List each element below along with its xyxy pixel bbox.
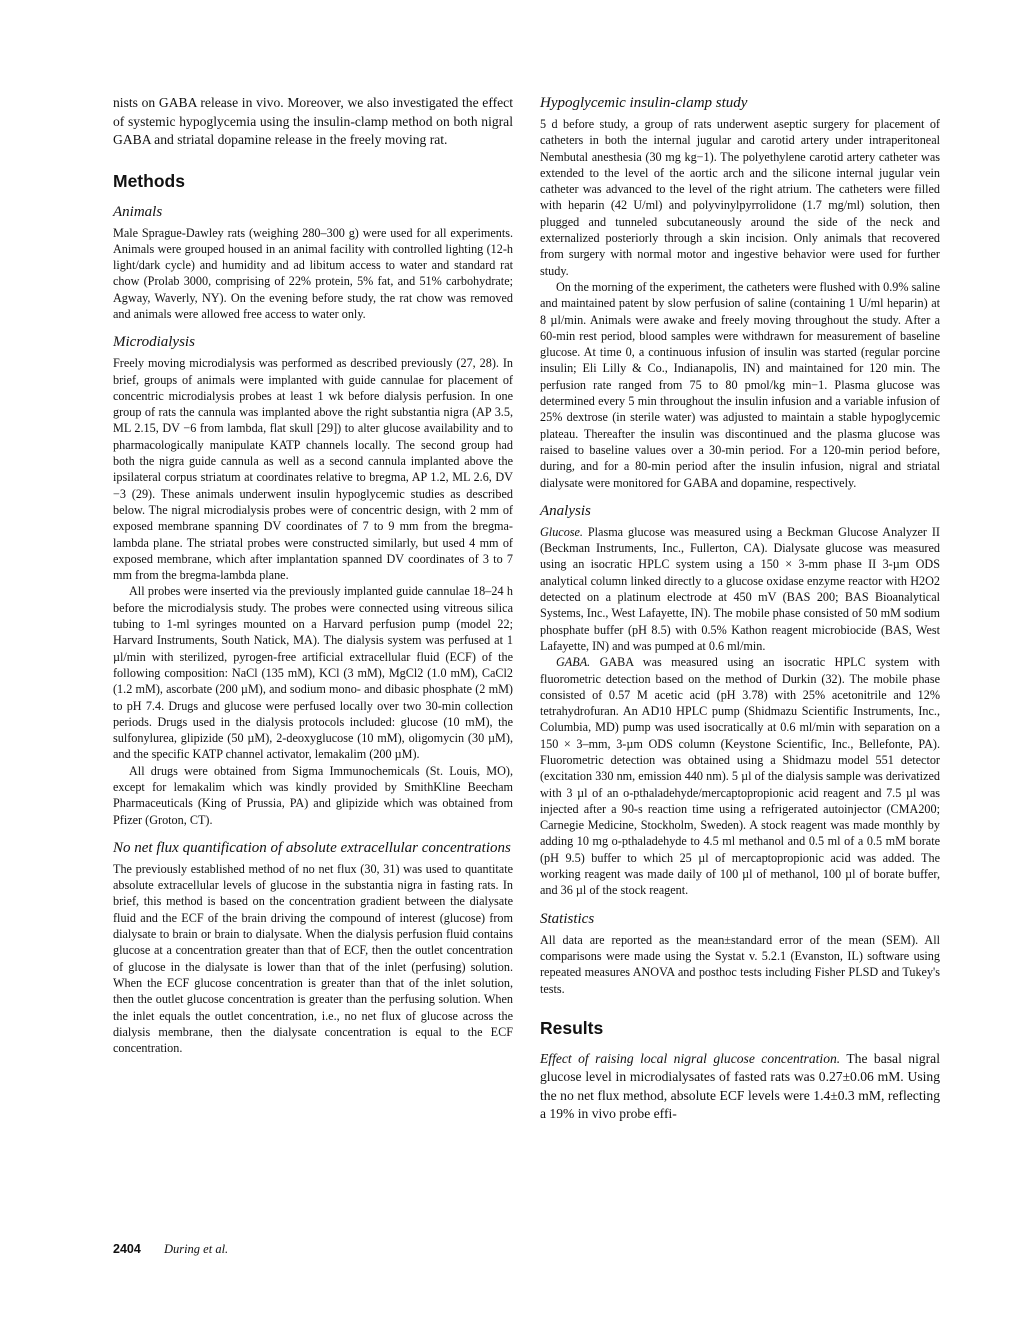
results-heading: Results — [540, 1017, 604, 1038]
microdialysis-paragraph-2: All probes were inserted via the previously implanted guide cannulae 18–24 h before the microdialysis study. The probes were connected using vitreous silica tubing to 1-ml syringes mounted on a Harvard perfusion pump (model 22; Harvard Instruments, South Natick, MA). The dialysis system was perfused at 1 µl/min with sterilized, pyrogen-free artificial extracellular fluid (ECF) of the following composition: NaCl (135 mM), KCl (3 mM), MgCl2 (1.0 mM), CaCl2 (1.2 mM), ascorbate (200 µM), and sodium mono- and dibasic phosphate (2 mM) to pH 7.4. Drugs and glucose were perfused locally over two 30-min collection periods. Drugs used in the dialysis protocols included: glucose (10 mM), the sulfonylurea, glipizide (50 µM), 2-deoxyglucose (10 mM), oligomycin (30 µM), and the specific KATP channel activator, lemakalim (200 µM). — [113, 584, 513, 762]
glucose-lead: Glucose. — [540, 524, 583, 539]
statistics-heading: Statistics — [540, 910, 595, 927]
left-column — [113, 94, 513, 1056]
microdialysis-paragraph-1: Freely moving microdialysis was performed as described previously (27, 28). In brief, groups of animals were implanted with guide cannulae for placement of concentric microdialysis probes at least 1 wk before dialysis perfusion. In one group of rats the cannula was implanted above the right substantia nigra (AP 3.5, ML 2.15, DV −6 from lambda, flat skull [29]) to alter glucose availability and to pharmacologically manipulate KATP channels locally. The second group had both the nigra guide cannula as well as a second cannula implanted above the ipsilateral corpus striatum at coordinates relative to bregma, AP 1.2, ML 2.6, DV −3 (29). These animals underwent insulin hypoglycemic studies as described below. The nigral microdialysis probes were of concentric design, with 2 mm of exposed membrane spanning DV coordinates of 7 to 9 mm from the bregma-lambda plane. The striatal probes were constructed similarly, but used 4 mm of exposed membrane, which after implantation spanned DV coordinates of 3 to 7 mm from the bregma-lambda plane. — [113, 356, 513, 583]
hypoglycemic-heading: Hypoglycemic insulin-clamp study — [540, 95, 748, 111]
hypoglycemic-paragraph-2: On the morning of the experiment, the catheters were flushed with 0.9% saline and maintained patent by slow perfusion of saline (containing 1 U/ml heparin) at 8 µl/min. Animals were awake and freely moving throughout the study. After a 60-min rest period, blood samples were withdrawn for measurement of baseline glucose. At time 0, a continuous infusion of insulin was started (regular porcine insulin; Eli Lilly & Co., Indianapolis, IN) and maintained for 120 min. The perfusion rate ranged from 75 to 80 pmol/kg min−1. Plasma glucose was determined every 5 min throughout the insulin infusion and a variable infusion of 25% dextrose (in sterile water) was adjusted to maintain a stable hypoglycemic plateau. Thereafter the insulin was discontinued and the plasma glucose was raised to baseline values over a 30-min period. For a 120-min period before, during, and for a 80-min period after the insulin infusion, nigral and striatal dialysate were monitored for GABA and dopamine, respectively. — [540, 279, 940, 490]
results-text: The basal nigral glucose level in microdialysates of fasted rats was 0.27±0.06 mM. Using the no net flux method, absolute ECF levels were 1.4±0.3 mM, reflecting a 19% in vivo probe effi- — [540, 1050, 940, 1122]
intro-paragraph: nists on GABA release in vivo. Moreover, we also investigated the effect of systemic hypoglycemia using the insulin-clamp method on both nigral GABA and striatal dopamine release in the freely moving rat. — [113, 95, 513, 147]
no-net-flux-paragraph: The previously established method of no net flux (30, 31) was used to quantitate absolute extracellular levels of glucose in the substantia nigra in fasting rats. In brief, this method is based on the concentration gradient between the dialysate fluid and the ECF of the brain driving the compound of interest (glucose) from dialysate to brain or brain to dialysate. When the dialysis perfusion fluid contains glucose at a concentration greater than that of ECF, then the outlet concentration of glucose in the dialysate is lower than that of the inlet (perfusing) solution. When the ECF glucose concentration is greater than that of the inlet solution, then the outlet glucose concentration is greater than the perfusing solution. When the inlet equals the outlet concentration, i.e., no net flux of glucose across the dialysis membrane, then the dialysate concentration is equal to the ECF concentration. — [113, 861, 513, 1056]
statistics-paragraph: All data are reported as the mean±standard error of the mean (SEM). All comparisons were made using the Systat v. 5.2.1 (Evanston, IL) software using repeated measures ANOVA and posthoc tests including Fisher PLSD and Tukey's tests. — [540, 932, 940, 996]
hypoglycemic-paragraph-1: 5 d before study, a group of rats underwent aseptic surgery for placement of catheters in both the internal jugular and carotid artery under intraperitoneal Nembutal anesthesia (30 mg kg−1). The polyethylene carotid artery catheter was extended to the level of the aortic arch and the silicone internal jugular vein catheter was advanced to the level of the right atrium. The catheters were filled with heparin (42 U/ml) and polyvinylpyrrolidone (1.7 mg/ml) solution, then plugged and tunneled subcutaneously around the side of the neck and externalized posteriorly through a skin incision. Only animals that recovered from surgery with normal motor and ingestive behavior were used for further study. — [540, 117, 940, 278]
page-footer — [113, 1242, 228, 1257]
gaba-lead: GABA. — [556, 655, 591, 670]
no-net-flux-heading: No net flux quantification of absolute extracellular concentrations — [113, 839, 511, 856]
gaba-paragraph — [540, 654, 940, 898]
right-column — [540, 94, 940, 1124]
methods-heading: Methods — [113, 170, 185, 191]
animals-heading: Animals — [113, 203, 163, 220]
glucose-text: Plasma glucose was measured using a Beckman Glucose Analyzer II (Beckman Instruments, Inc., Fullerton, CA). Dialysate glucose was measured using an isocratic HPLC system using a 150 × 3-mm phase II 3-µm ODS analytical column linked directly to a glucose oxidase enzyme reactor with H2O2 detected on a platinum electrode at 450 mV (BAS 200; BAS Bioanalytical Systems, Inc., West Lafayette, IN). The mobile phase consisted of 50 mM sodium phosphate buffer (pH 8.5) with 0.5% Kathon reagent microbiocide (BAS, West Lafayette, IN) and was pumped at 0.6 ml/min. — [540, 524, 940, 653]
microdialysis-heading: Microdialysis — [113, 334, 195, 351]
analysis-heading: Analysis — [540, 502, 591, 519]
animals-paragraph: Male Sprague-Dawley rats (weighing 280–300 g) were used for all experiments. Animals were grouped housed in an animal facility with controlled lighting (12-h light/dark cycle) and humidity and ad libitum access to water and standard rat chow (Prolab 3000, comprising of 22% protein, 5% fat, and 51% carbohydrate; Agway, Waverly, NY). On the evening before study, the rat chow was removed and animals were allowed free access to water only. — [113, 225, 513, 321]
results-paragraph — [540, 1050, 940, 1124]
glucose-paragraph — [540, 524, 940, 654]
microdialysis-paragraph-3: All drugs were obtained from Sigma Immunochemicals (St. Louis, MO), except for lemakalim which was kindly provided by SmithKline Beecham Pharmaceuticals (King of Prussia, PA) and glipizide which was obtained from Pfizer (Groton, CT). — [113, 763, 513, 827]
running-authors: During et al. — [163, 1242, 229, 1256]
page-number: 2404 — [113, 1242, 141, 1256]
results-lead: Effect of raising local nigral glucose concentration. — [540, 1050, 841, 1066]
gaba-text: GABA was measured using an isocratic HPLC system with fluorometric detection based on the method of Durkin (32). The mobile phase consisted of 0.57 M acetic acid (pH 3.78) with 25% acetonitrile and 12% tetrahydrofuran. An AD10 HPLC pump (Shidmazu Scientific Instruments, Inc., Columbia, MD) pump was used isocratically at 0.6 ml/min with separation on a 150 × 3–mm, 3-µm ODS column (Keystone Scientific, Inc., Bellefonte, PA). Fluorometric detection was obtained using a Shidmazu model 551 detector (excitation 330 nm, emission 440 nm). 5 µl of the dialysis sample was derivatized with 3 µl of an o-pthaladehyde/mercaptopropionic acid reagent and 7.5 µl was injected after a 90-s reaction time using a refrigerated autoinjector (CMA200; Carnegie Medicine, Stockholm, Sweden). A stock reagent was made monthly by adding 10 mg o-pthaladehyde to 4.5 ml methanol and 0.5 ml of a 0.5 mM borate (pH 9.5) buffer to which 25 µl of mercaptopropionic acid was added. The working reagent was made daily of 100 µl of methanol, 100 µl of borate buffer, and 36 µl of the stock reagent. — [540, 655, 940, 898]
